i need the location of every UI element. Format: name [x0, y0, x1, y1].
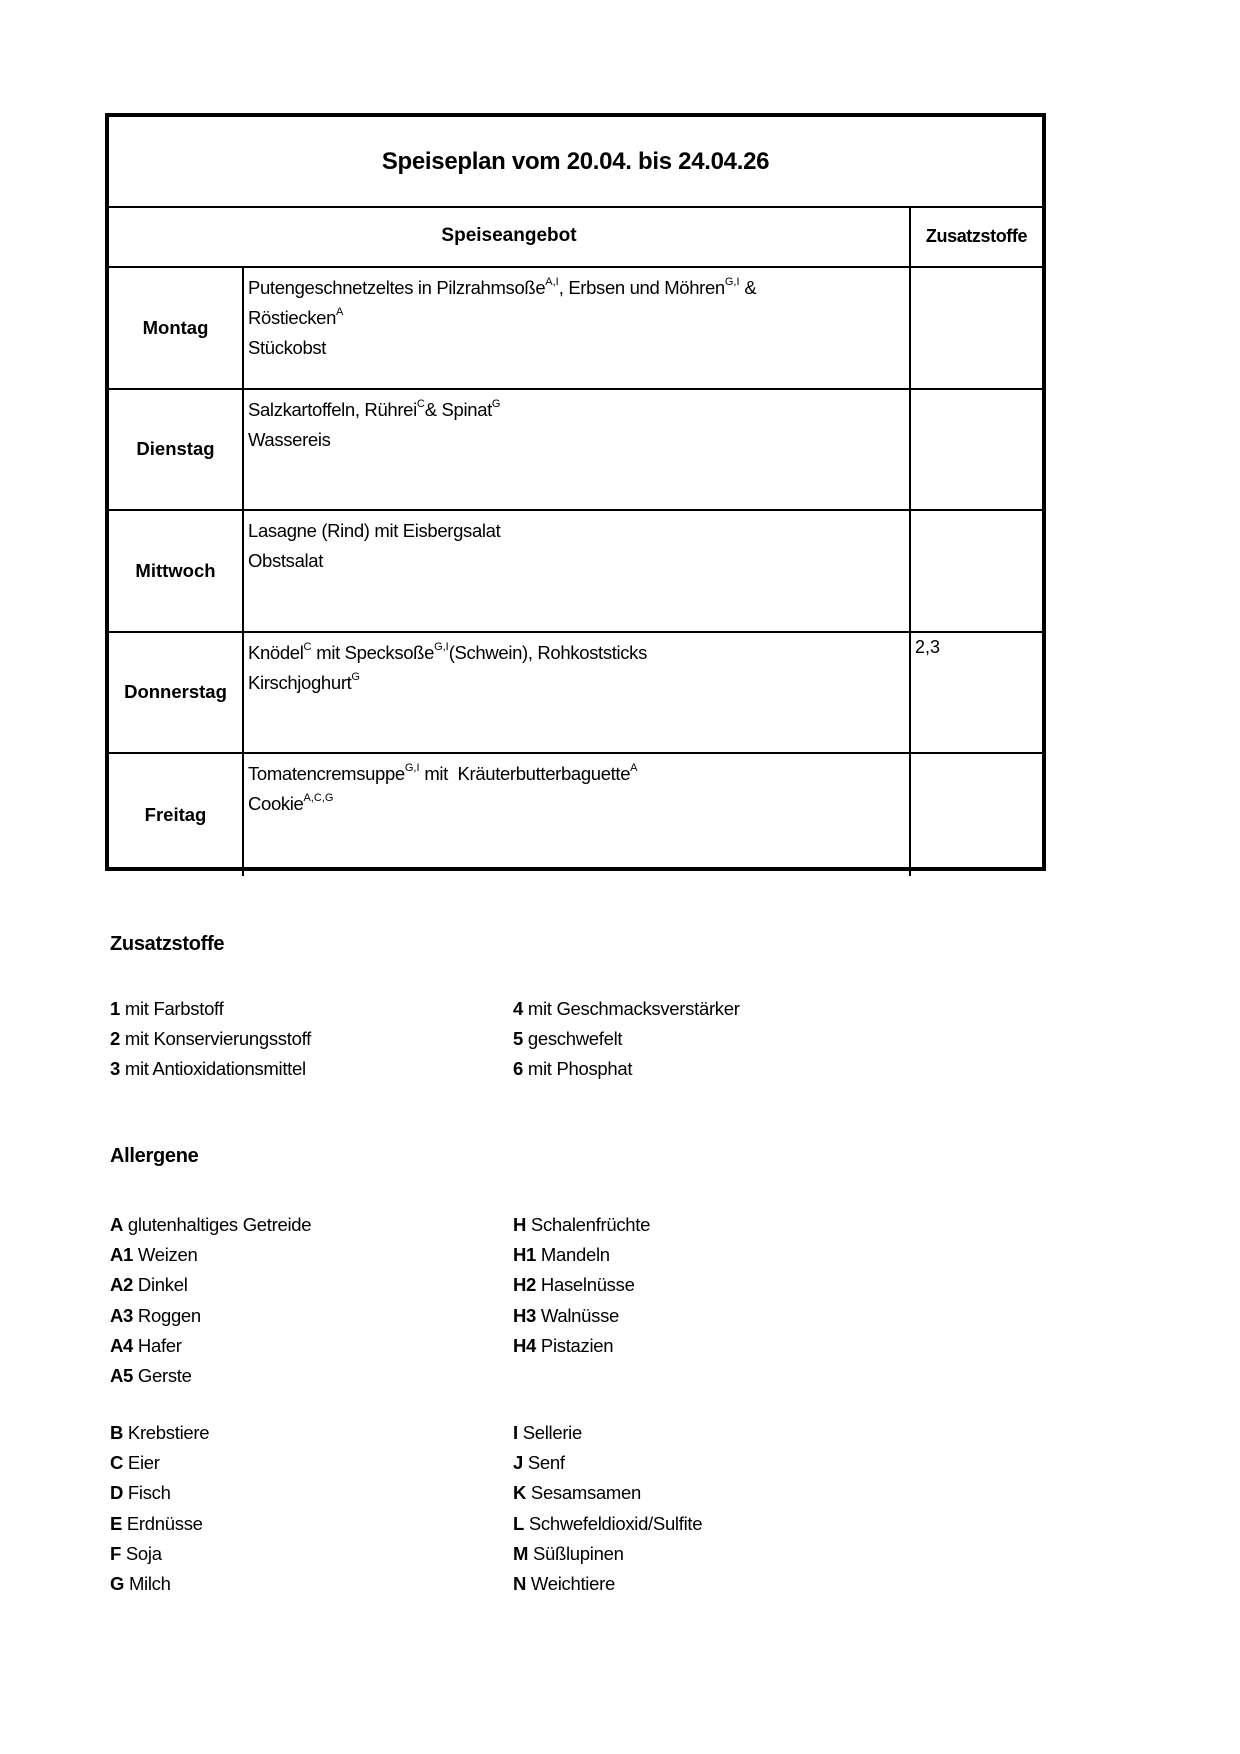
meal-line	[248, 273, 909, 303]
allergens-legend-group1-col2	[513, 1210, 650, 1361]
allergen-code: A,I	[545, 276, 559, 288]
meal-text: Stückobst	[248, 337, 327, 358]
day-additives	[911, 268, 1042, 389]
legend-label: Haselnüsse	[540, 1274, 635, 1296]
legend-item	[110, 1331, 311, 1361]
legend-label: Roggen	[137, 1304, 201, 1326]
legend-label: mit Antioxidationsmittel	[124, 1058, 306, 1080]
allergen-code: A,C,G	[303, 792, 334, 804]
legend-label: Gerste	[137, 1365, 192, 1387]
legend-item	[110, 1361, 311, 1391]
legend-code: 5	[513, 1028, 523, 1050]
allergens-legend-group2-col1	[110, 1418, 209, 1599]
day-row-montag	[109, 268, 1042, 390]
day-meals	[244, 268, 911, 388]
legend-label: mit Phosphat	[527, 1058, 633, 1080]
legend-item	[110, 1539, 209, 1569]
day-additives: 2,3	[915, 636, 941, 657]
legend-label: Schalenfrüchte	[530, 1214, 651, 1235]
day-meals	[244, 511, 911, 631]
legend-item	[513, 1270, 650, 1300]
legend-item	[513, 994, 740, 1024]
menu-table	[105, 113, 1046, 871]
day-name: Donnerstag	[109, 633, 244, 753]
meal-line	[248, 425, 909, 455]
column-header-offer: Speiseangebot	[109, 206, 911, 266]
day-additives	[911, 754, 1042, 877]
legend-label: Mandeln	[540, 1244, 610, 1266]
allergen-code: G,I	[434, 640, 449, 653]
allergen-code: C	[416, 397, 425, 410]
meal-text: Cookie	[248, 793, 304, 814]
legend-label: mit Farbstoff	[124, 998, 224, 1019]
legend-label: Sellerie	[522, 1422, 582, 1443]
day-meals	[244, 390, 911, 510]
meal-text: Wassereis	[248, 428, 331, 450]
meal-text: (Schwein), Rohkoststicks	[448, 641, 647, 663]
meal-line	[248, 303, 909, 333]
meal-line	[248, 638, 909, 668]
legend-code: A4	[110, 1334, 134, 1356]
day-name: Dienstag	[109, 390, 244, 510]
legend-label: glutenhaltiges Getreide	[127, 1214, 312, 1235]
meal-line	[248, 789, 909, 819]
legend-item	[110, 1270, 311, 1300]
legend-code: A	[110, 1214, 124, 1235]
legend-item	[513, 1478, 702, 1508]
allergen-code: C	[303, 640, 312, 653]
legend-code: L	[513, 1512, 525, 1534]
legend-code: J	[513, 1452, 523, 1474]
legend-label: Eier	[127, 1452, 160, 1474]
legend-label: Senf	[527, 1452, 565, 1474]
legend-code: B	[110, 1422, 124, 1443]
meal-text: mit Specksoße	[311, 641, 435, 663]
meal-line	[248, 395, 909, 425]
menu-header-row	[109, 206, 1042, 268]
legend-label: mit Konservierungsstoff	[124, 1028, 311, 1050]
meal-line	[248, 546, 909, 576]
legend-code: H2	[513, 1274, 537, 1296]
legend-code: A2	[110, 1274, 134, 1296]
meal-text: & Spinat	[424, 398, 492, 420]
legend-label: Dinkel	[137, 1274, 188, 1296]
additives-legend-col1	[110, 994, 311, 1085]
day-row-freitag	[109, 754, 1042, 876]
allergen-code: G	[351, 670, 360, 683]
allergen-code: G,I	[404, 762, 420, 774]
allergens-legend-group2-col2	[513, 1418, 702, 1599]
legend-code: A5	[110, 1365, 134, 1387]
legend-item	[110, 1054, 311, 1084]
legend-code: E	[110, 1512, 123, 1534]
day-rows	[109, 268, 1042, 867]
legend-item	[513, 1448, 702, 1478]
meal-text: , Erbsen und Möhren	[558, 277, 725, 298]
meal-text: Obstsalat	[248, 550, 323, 571]
allergen-code: G,I	[724, 276, 740, 288]
day-meals	[244, 633, 911, 753]
day-row-dienstag	[109, 390, 1042, 512]
day-additives	[911, 390, 1042, 511]
legend-code: M	[513, 1542, 529, 1564]
legend-item	[110, 1509, 209, 1539]
legend-label: Pistazien	[540, 1334, 614, 1356]
legend-code: I	[513, 1422, 518, 1443]
meal-text: Salzkartoffeln, Rührei	[248, 398, 417, 420]
legend-code: G	[110, 1573, 125, 1595]
legend-code: A1	[110, 1244, 134, 1266]
allergens-legend-title: Allergene	[110, 1145, 199, 1167]
menu-title: Speiseplan vom 20.04. bis 24.04.26	[381, 147, 770, 175]
menu-title-row	[109, 117, 1042, 208]
legend-item	[110, 994, 311, 1024]
legend-item	[513, 1024, 740, 1054]
meal-text: Knödel	[248, 641, 304, 663]
legend-code: 3	[110, 1058, 120, 1080]
legend-item	[513, 1539, 702, 1569]
legend-code: H3	[513, 1304, 537, 1326]
legend-label: Erdnüsse	[126, 1512, 203, 1534]
legend-label: Weizen	[137, 1244, 198, 1266]
additives-legend-col2	[513, 994, 740, 1085]
day-additives	[911, 511, 1042, 632]
legend-item	[110, 1569, 209, 1599]
legend-label: Weichtiere	[530, 1573, 615, 1595]
meal-line	[248, 759, 909, 789]
legend-code: N	[513, 1573, 527, 1595]
legend-code: H4	[513, 1334, 537, 1356]
meal-line	[248, 333, 909, 363]
legend-label: Soja	[125, 1542, 162, 1564]
legend-label: Milch	[128, 1573, 171, 1595]
legend-label: Schwefeldioxid/Sulfite	[528, 1512, 703, 1534]
meal-text: Putengeschnetzeltes in Pilzrahmsoße	[248, 277, 546, 298]
legend-code: 2	[110, 1028, 120, 1050]
meal-text: Lasagne (Rind) mit Eisbergsalat	[248, 520, 501, 541]
legend-item	[513, 1301, 650, 1331]
legend-item	[513, 1210, 650, 1240]
meal-text: mit Kräuterbutterbaguette	[419, 763, 631, 784]
legend-item	[110, 1024, 311, 1054]
allergen-code: A	[336, 306, 344, 318]
allergen-code: G	[491, 397, 501, 410]
legend-label: Krebstiere	[127, 1422, 210, 1443]
legend-label: Süßlupinen	[532, 1542, 624, 1564]
day-meals	[244, 754, 911, 876]
meal-text: &	[739, 277, 757, 298]
legend-label: Sesamsamen	[530, 1482, 642, 1504]
legend-code: C	[110, 1452, 124, 1474]
legend-item	[513, 1054, 740, 1084]
legend-label: Hafer	[137, 1334, 182, 1356]
legend-code: K	[513, 1482, 527, 1504]
allergen-code: A	[630, 762, 638, 774]
legend-label: Walnüsse	[540, 1304, 620, 1326]
legend-item	[513, 1569, 702, 1599]
legend-item	[513, 1418, 702, 1448]
legend-code: F	[110, 1542, 122, 1564]
allergens-legend-group1-col1	[110, 1210, 311, 1391]
legend-code: D	[110, 1482, 124, 1504]
legend-item	[110, 1301, 311, 1331]
legend-code: 4	[513, 998, 523, 1019]
legend-code: H	[513, 1214, 527, 1235]
legend-code: A3	[110, 1304, 134, 1326]
legend-label: mit Geschmacksverstärker	[527, 998, 740, 1019]
day-row-donnerstag	[109, 633, 1042, 755]
meal-text: Tomatencremsuppe	[248, 763, 405, 784]
meal-text: Röstiecken	[248, 307, 337, 328]
additives-legend-title: Zusatzstoffe	[110, 933, 225, 955]
day-name: Montag	[109, 268, 244, 388]
legend-code: 6	[513, 1058, 523, 1080]
legend-label: Fisch	[127, 1482, 171, 1504]
legend-item	[110, 1448, 209, 1478]
legend-item	[110, 1418, 209, 1448]
legend-code: 1	[110, 998, 120, 1019]
legend-item	[110, 1210, 311, 1240]
day-row-mittwoch	[109, 511, 1042, 633]
legend-item	[110, 1240, 311, 1270]
meal-text: Kirschjoghurt	[248, 671, 352, 693]
meal-line	[248, 516, 909, 546]
legend-item	[110, 1478, 209, 1508]
meal-line	[248, 668, 909, 698]
legend-label: geschwefelt	[527, 1028, 623, 1050]
legend-item	[513, 1509, 702, 1539]
legend-code: H1	[513, 1244, 537, 1266]
day-name: Mittwoch	[109, 511, 244, 631]
column-header-additives: Zusatzstoffe	[925, 225, 1028, 246]
day-name: Freitag	[109, 754, 244, 876]
legend-item	[513, 1240, 650, 1270]
legend-item	[513, 1331, 650, 1361]
